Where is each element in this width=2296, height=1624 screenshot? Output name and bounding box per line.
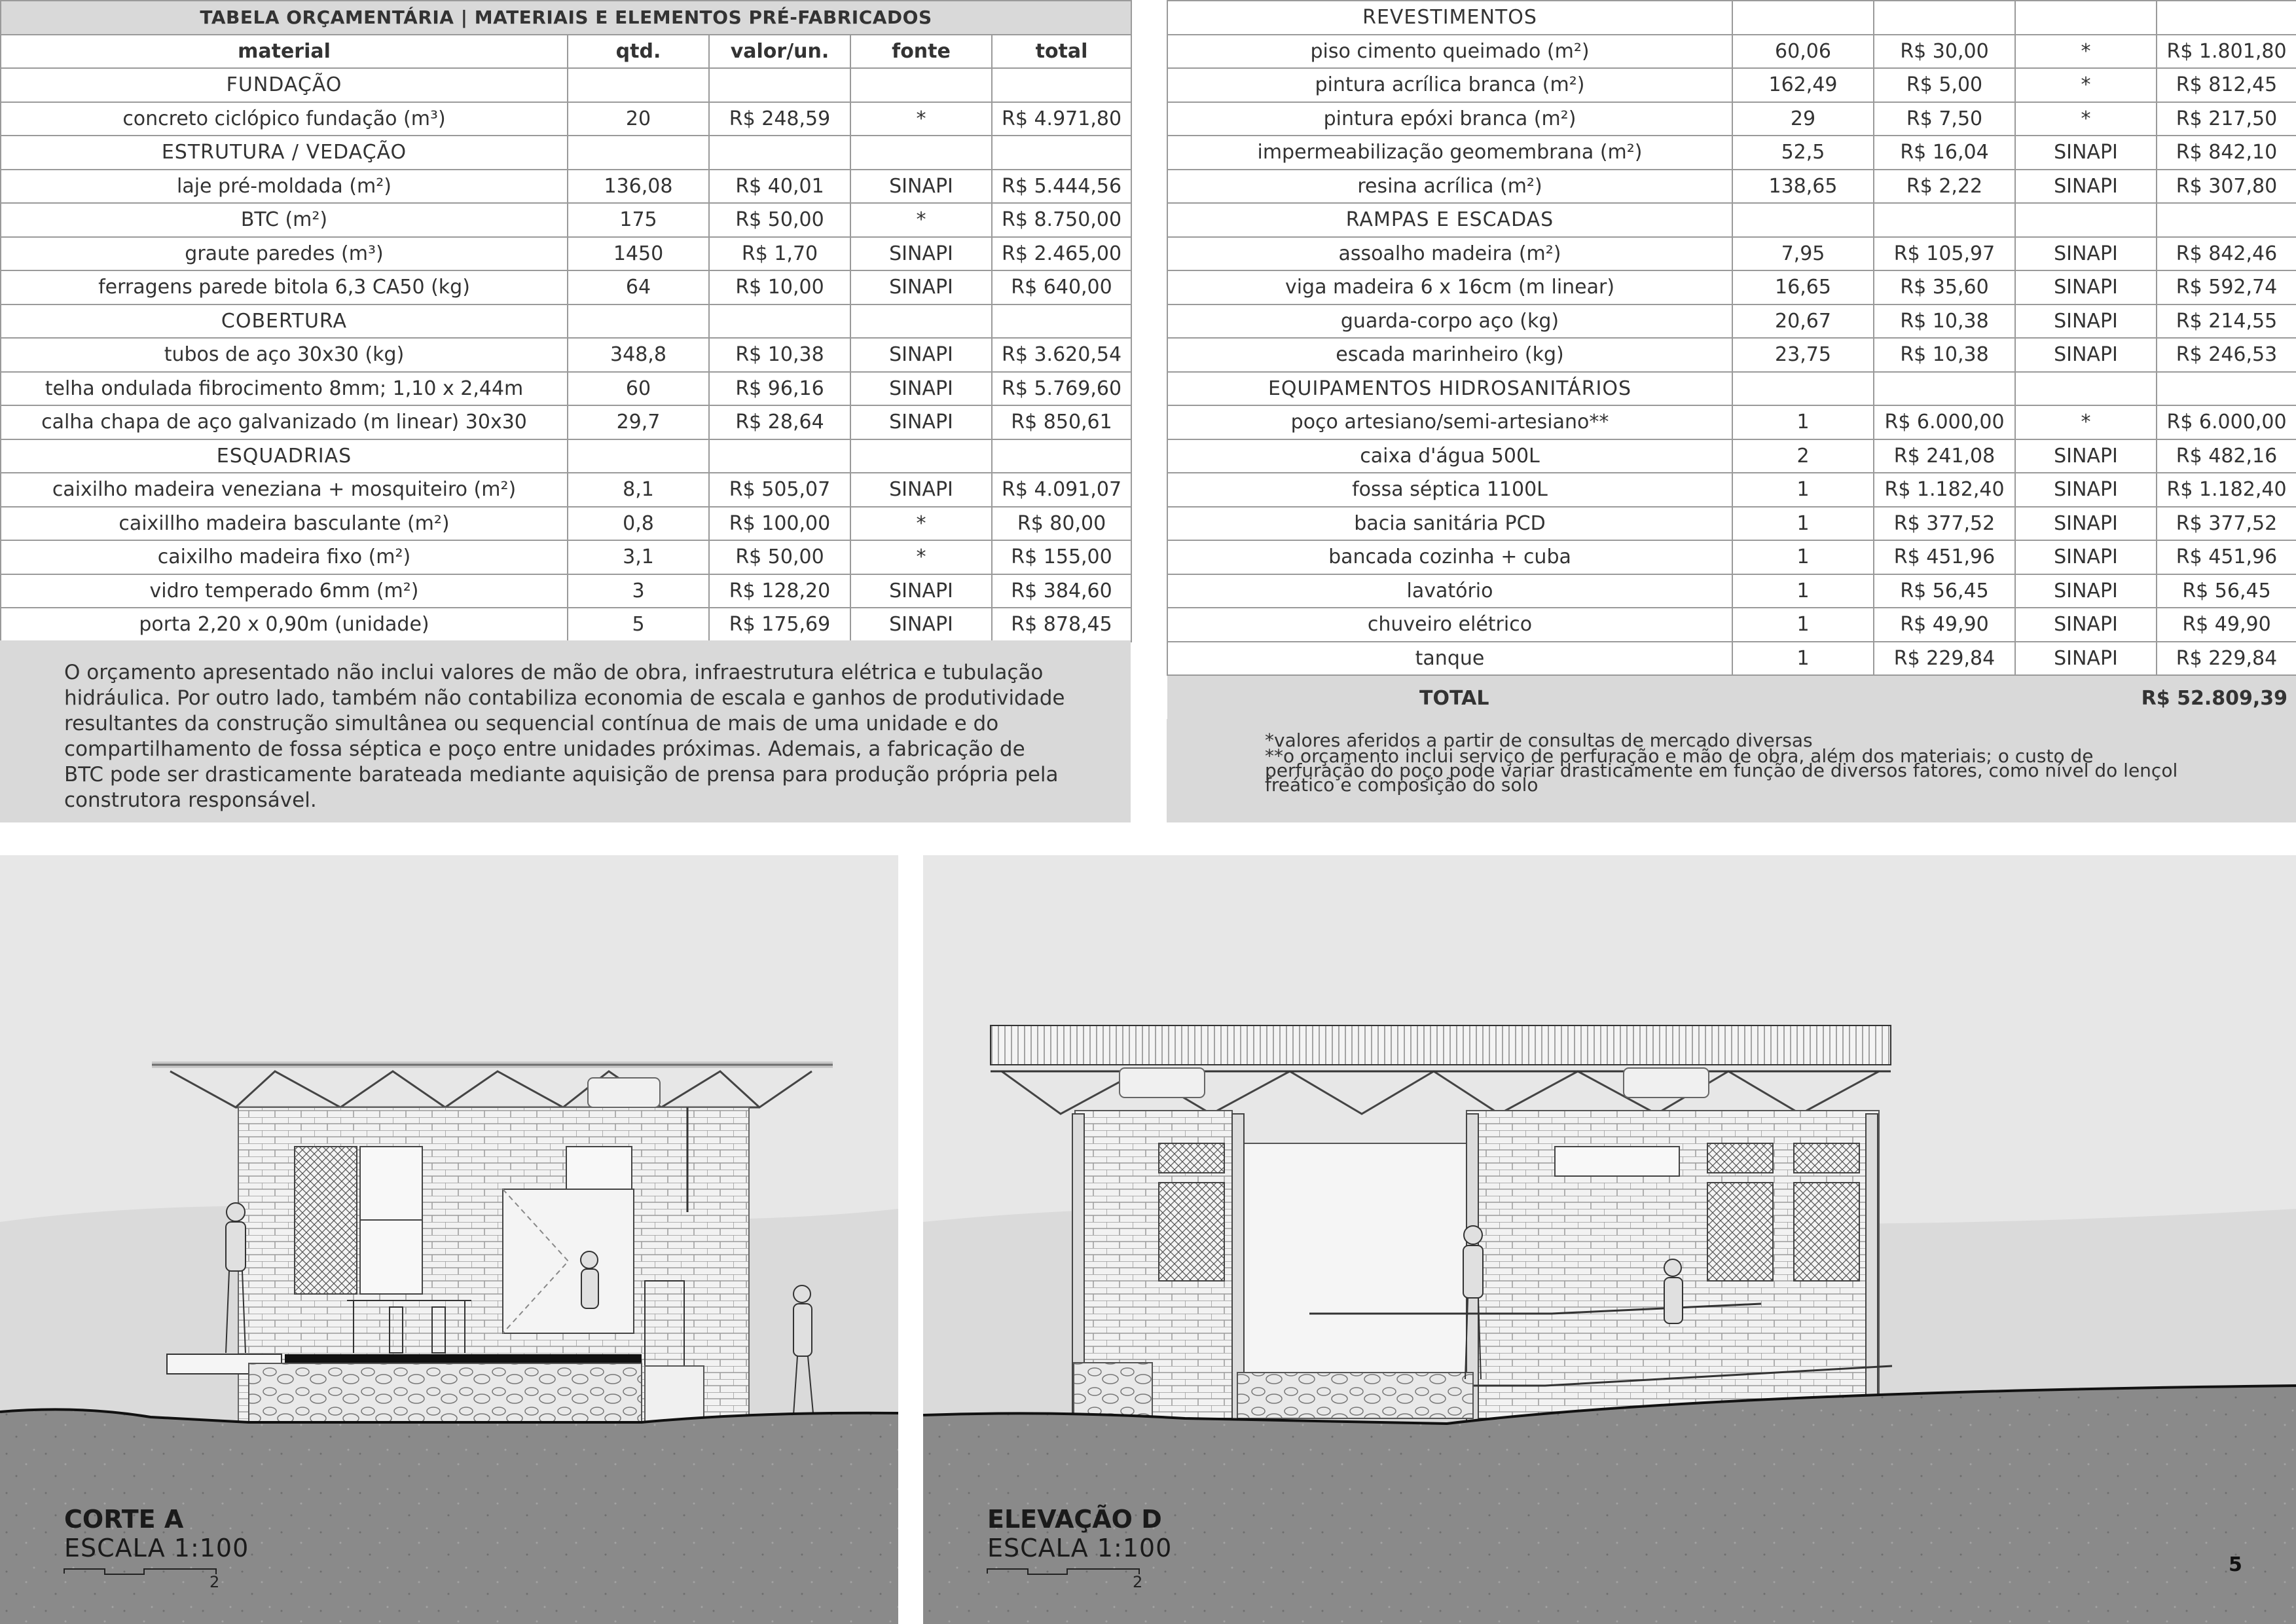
empty-cell bbox=[1874, 203, 2015, 237]
cell-qtd: 20 bbox=[568, 102, 709, 136]
cell-valor: R$ 2,22 bbox=[1874, 170, 2015, 204]
column-header-valor: valor/un. bbox=[709, 35, 850, 69]
table-row bbox=[1167, 540, 2296, 574]
empty-cell bbox=[1732, 1, 1874, 35]
section-label: ESTRUTURA / VEDAÇÃO bbox=[1, 136, 568, 170]
table-row bbox=[1167, 405, 2296, 439]
empty-cell bbox=[2157, 1, 2296, 35]
footnotes bbox=[1167, 719, 2296, 822]
table-row bbox=[1, 170, 1131, 204]
cell-valor: R$ 56,45 bbox=[1874, 574, 2015, 608]
empty-cell bbox=[992, 439, 1131, 473]
cell-valor: R$ 175,69 bbox=[709, 608, 850, 642]
empty-cell bbox=[1874, 1, 2015, 35]
empty-cell bbox=[850, 439, 992, 473]
cell-fonte: SINAPI bbox=[2015, 642, 2157, 676]
cell-total: R$ 842,46 bbox=[2157, 237, 2296, 271]
table-row bbox=[1, 473, 1131, 507]
empty-cell bbox=[850, 136, 992, 170]
left-budget-table-panel bbox=[0, 0, 1131, 642]
empty-cell bbox=[992, 136, 1131, 170]
section-row bbox=[1, 68, 1131, 102]
cell-total: R$ 1.182,40 bbox=[2157, 473, 2296, 507]
cell-total: R$ 229,84 bbox=[2157, 642, 2296, 676]
cell-total: R$ 640,00 bbox=[992, 270, 1131, 304]
cell-total: R$ 80,00 bbox=[992, 507, 1131, 541]
cell-material: concreto ciclópico fundação (m³) bbox=[1, 102, 568, 136]
cell-fonte: SINAPI bbox=[2015, 338, 2157, 372]
cell-fonte: SINAPI bbox=[2015, 304, 2157, 339]
cell-material: porta 2,20 x 0,90m (unidade) bbox=[1, 608, 568, 642]
cell-qtd: 1450 bbox=[568, 237, 709, 271]
table-row bbox=[1, 405, 1131, 439]
section-label: COBERTURA bbox=[1, 304, 568, 339]
total-value: R$ 52.809,39 bbox=[1874, 675, 2296, 720]
section-row bbox=[1167, 203, 2296, 237]
empty-cell bbox=[850, 304, 992, 339]
scale-bar-label: 2 bbox=[210, 1573, 220, 1591]
cell-fonte: SINAPI bbox=[2015, 136, 2157, 170]
cell-fonte: * bbox=[850, 507, 992, 541]
empty-cell bbox=[568, 439, 709, 473]
left-table-body bbox=[1, 68, 1131, 642]
cell-total: R$ 4.091,07 bbox=[992, 473, 1131, 507]
table-title: TABELA ORÇAMENTÁRIA | MATERIAIS E ELEMENTOS PRÉ-FABRICADOS bbox=[1, 1, 1131, 35]
empty-cell bbox=[992, 304, 1131, 339]
cell-material: pintura acrílica branca (m²) bbox=[1167, 68, 1732, 102]
cell-material: poço artesiano/semi-artesiano** bbox=[1167, 405, 1732, 439]
cell-fonte: SINAPI bbox=[850, 405, 992, 439]
section-row bbox=[1, 304, 1131, 339]
empty-cell bbox=[709, 136, 850, 170]
table-row bbox=[1167, 237, 2296, 271]
column-header-material: material bbox=[1, 35, 568, 69]
cell-material: tubos de aço 30x30 (kg) bbox=[1, 338, 568, 372]
cell-fonte: SINAPI bbox=[850, 372, 992, 406]
table-row bbox=[1, 507, 1131, 541]
cell-valor: R$ 1.182,40 bbox=[1874, 473, 2015, 507]
empty-cell bbox=[2015, 203, 2157, 237]
cell-qtd: 3 bbox=[568, 574, 709, 608]
table-row bbox=[1, 574, 1131, 608]
section-row bbox=[1, 136, 1131, 170]
cell-valor: R$ 10,00 bbox=[709, 270, 850, 304]
cell-fonte: * bbox=[850, 540, 992, 574]
table-row bbox=[1, 372, 1131, 406]
empty-cell bbox=[850, 68, 992, 102]
cell-qtd: 60,06 bbox=[1732, 35, 1874, 69]
footnote-1: *valores aferidos a partir de consultas de mercado diversas bbox=[1265, 729, 1813, 751]
cell-material: impermeabilização geomembrana (m²) bbox=[1167, 136, 1732, 170]
cell-valor: R$ 7,50 bbox=[1874, 102, 2015, 136]
cell-material: calha chapa de aço galvanizado (m linear) 30x30 bbox=[1, 405, 568, 439]
cell-valor: R$ 10,38 bbox=[1874, 304, 2015, 339]
table-row bbox=[1167, 35, 2296, 69]
cell-total: R$ 56,45 bbox=[2157, 574, 2296, 608]
cell-material: assoalho madeira (m²) bbox=[1167, 237, 1732, 271]
cell-total: R$ 377,52 bbox=[2157, 507, 2296, 541]
cell-valor: R$ 40,01 bbox=[709, 170, 850, 204]
cell-qtd: 52,5 bbox=[1732, 136, 1874, 170]
cell-valor: R$ 105,97 bbox=[1874, 237, 2015, 271]
cell-valor: R$ 50,00 bbox=[709, 540, 850, 574]
cell-total: R$ 482,16 bbox=[2157, 439, 2296, 473]
empty-cell bbox=[709, 304, 850, 339]
right-table-body bbox=[1167, 1, 2296, 675]
cell-fonte: SINAPI bbox=[2015, 608, 2157, 642]
section-label: FUNDAÇÃO bbox=[1, 68, 568, 102]
cell-valor: R$ 10,38 bbox=[1874, 338, 2015, 372]
cell-fonte: SINAPI bbox=[2015, 237, 2157, 271]
cell-fonte: SINAPI bbox=[850, 237, 992, 271]
cell-fonte: SINAPI bbox=[2015, 540, 2157, 574]
drawing-title: ELEVAÇÃO D bbox=[987, 1505, 1162, 1534]
table-row bbox=[1167, 270, 2296, 304]
cell-qtd: 29,7 bbox=[568, 405, 709, 439]
table-row bbox=[1167, 304, 2296, 339]
cell-qtd: 162,49 bbox=[1732, 68, 1874, 102]
empty-cell bbox=[568, 68, 709, 102]
cell-qtd: 64 bbox=[568, 270, 709, 304]
column-header-qtd: qtd. bbox=[568, 35, 709, 69]
cell-fonte: SINAPI bbox=[850, 574, 992, 608]
cell-total: R$ 812,45 bbox=[2157, 68, 2296, 102]
cell-material: pintura epóxi branca (m²) bbox=[1167, 102, 1732, 136]
cell-qtd: 1 bbox=[1732, 405, 1874, 439]
cell-fonte: SINAPI bbox=[850, 338, 992, 372]
section-row bbox=[1, 439, 1131, 473]
left-budget-table bbox=[0, 0, 1132, 642]
section-label: REVESTIMENTOS bbox=[1167, 1, 1732, 35]
empty-cell bbox=[2015, 372, 2157, 406]
cell-total: R$ 842,10 bbox=[2157, 136, 2296, 170]
cell-total: R$ 850,61 bbox=[992, 405, 1131, 439]
table-row bbox=[1, 102, 1131, 136]
cell-qtd: 8,1 bbox=[568, 473, 709, 507]
cell-fonte: SINAPI bbox=[2015, 439, 2157, 473]
cell-valor: R$ 35,60 bbox=[1874, 270, 2015, 304]
cell-valor: R$ 5,00 bbox=[1874, 68, 2015, 102]
cell-material: vidro temperado 6mm (m²) bbox=[1, 574, 568, 608]
right-budget-table-panel bbox=[1167, 0, 2296, 720]
cell-fonte: * bbox=[2015, 68, 2157, 102]
budget-disclaimer-note: O orçamento apresentado não inclui valores de mão de obra, infraestrutura elétrica e tubulação hidráulica. Por outro lado, também não contabiliza economia de escala e ganhos de produtividade resultantes da construção simultânea ou sequencial contínua de mais de uma unidade e do compartilhamento de fossa séptica e poço entre unidades próximas. Ademais, a fabricação de BTC pode ser drasticamente barateada mediante aquisição de prensa para produção própria pela construtora responsável. bbox=[0, 640, 1131, 822]
scale-bar-label: 2 bbox=[1133, 1573, 1143, 1591]
table-row bbox=[1167, 170, 2296, 204]
cell-qtd: 29 bbox=[1732, 102, 1874, 136]
cell-material: caixilho madeira fixo (m²) bbox=[1, 540, 568, 574]
table-row bbox=[1, 237, 1131, 271]
drawing-scale: ESCALA 1:100 bbox=[64, 1534, 249, 1562]
drawing-title: CORTE A bbox=[64, 1505, 184, 1534]
cell-total: R$ 8.750,00 bbox=[992, 203, 1131, 237]
cell-fonte: SINAPI bbox=[850, 473, 992, 507]
cell-qtd: 175 bbox=[568, 203, 709, 237]
cell-total: R$ 592,74 bbox=[2157, 270, 2296, 304]
cell-fonte: SINAPI bbox=[850, 170, 992, 204]
cell-valor: R$ 6.000,00 bbox=[1874, 405, 2015, 439]
table-row bbox=[1167, 473, 2296, 507]
cell-total: R$ 2.465,00 bbox=[992, 237, 1131, 271]
table-row bbox=[1167, 136, 2296, 170]
empty-cell bbox=[568, 136, 709, 170]
cell-material: BTC (m²) bbox=[1, 203, 568, 237]
cell-total: R$ 6.000,00 bbox=[2157, 405, 2296, 439]
cell-valor: R$ 49,90 bbox=[1874, 608, 2015, 642]
cell-valor: R$ 10,38 bbox=[709, 338, 850, 372]
cell-fonte: * bbox=[850, 203, 992, 237]
table-row bbox=[1167, 642, 2296, 676]
drawing-scale: ESCALA 1:100 bbox=[987, 1534, 1173, 1562]
cell-qtd: 7,95 bbox=[1732, 237, 1874, 271]
cell-qtd: 136,08 bbox=[568, 170, 709, 204]
table-row bbox=[1, 203, 1131, 237]
cell-total: R$ 451,96 bbox=[2157, 540, 2296, 574]
cell-valor: R$ 96,16 bbox=[709, 372, 850, 406]
cell-qtd: 1 bbox=[1732, 642, 1874, 676]
section-label: EQUIPAMENTOS HIDROSANITÁRIOS bbox=[1167, 372, 1732, 406]
table-row bbox=[1, 540, 1131, 574]
total-label: TOTAL bbox=[1167, 675, 1874, 720]
cell-total: R$ 878,45 bbox=[992, 608, 1131, 642]
right-budget-table bbox=[1167, 0, 2296, 720]
cell-fonte: SINAPI bbox=[850, 608, 992, 642]
cell-material: fossa séptica 1100L bbox=[1167, 473, 1732, 507]
cell-valor: R$ 451,96 bbox=[1874, 540, 2015, 574]
table-row bbox=[1167, 574, 2296, 608]
cell-total: R$ 217,50 bbox=[2157, 102, 2296, 136]
cell-qtd: 3,1 bbox=[568, 540, 709, 574]
cell-total: R$ 384,60 bbox=[992, 574, 1131, 608]
cell-material: viga madeira 6 x 16cm (m linear) bbox=[1167, 270, 1732, 304]
section-label: RAMPAS E ESCADAS bbox=[1167, 203, 1732, 237]
cell-total: R$ 155,00 bbox=[992, 540, 1131, 574]
cell-fonte: * bbox=[2015, 405, 2157, 439]
empty-cell bbox=[709, 439, 850, 473]
cell-valor: R$ 229,84 bbox=[1874, 642, 2015, 676]
cell-fonte: * bbox=[2015, 35, 2157, 69]
cell-valor: R$ 30,00 bbox=[1874, 35, 2015, 69]
cell-material: telha ondulada fibrocimento 8mm; 1,10 x 2,44m bbox=[1, 372, 568, 406]
cell-valor: R$ 128,20 bbox=[709, 574, 850, 608]
table-row bbox=[1167, 102, 2296, 136]
cell-material: laje pré-moldada (m²) bbox=[1, 170, 568, 204]
cell-total: R$ 3.620,54 bbox=[992, 338, 1131, 372]
empty-cell bbox=[709, 68, 850, 102]
empty-cell bbox=[1874, 372, 2015, 406]
cell-material: chuveiro elétrico bbox=[1167, 608, 1732, 642]
cell-fonte: * bbox=[850, 102, 992, 136]
cell-material: resina acrílica (m²) bbox=[1167, 170, 1732, 204]
cell-fonte: * bbox=[2015, 102, 2157, 136]
cell-qtd: 0,8 bbox=[568, 507, 709, 541]
cell-qtd: 16,65 bbox=[1732, 270, 1874, 304]
cell-qtd: 348,8 bbox=[568, 338, 709, 372]
cell-total: R$ 1.801,80 bbox=[2157, 35, 2296, 69]
empty-cell bbox=[1732, 372, 1874, 406]
cell-qtd: 20,67 bbox=[1732, 304, 1874, 339]
empty-cell bbox=[2157, 372, 2296, 406]
table-row bbox=[1167, 338, 2296, 372]
cell-qtd: 23,75 bbox=[1732, 338, 1874, 372]
cell-material: lavatório bbox=[1167, 574, 1732, 608]
section-label: ESQUADRIAS bbox=[1, 439, 568, 473]
cell-material: piso cimento queimado (m²) bbox=[1167, 35, 1732, 69]
section-row bbox=[1167, 372, 2296, 406]
cell-material: caixilho madeira veneziana + mosquiteiro (m²) bbox=[1, 473, 568, 507]
table-row bbox=[1, 338, 1131, 372]
elevation-drawing-d bbox=[923, 855, 2296, 1624]
table-row bbox=[1167, 507, 2296, 541]
cell-qtd: 1 bbox=[1732, 574, 1874, 608]
cell-valor: R$ 248,59 bbox=[709, 102, 850, 136]
page-number: 5 bbox=[2229, 1553, 2242, 1576]
cell-valor: R$ 241,08 bbox=[1874, 439, 2015, 473]
cell-total: R$ 49,90 bbox=[2157, 608, 2296, 642]
cell-qtd: 1 bbox=[1732, 540, 1874, 574]
empty-cell bbox=[568, 304, 709, 339]
cell-total: R$ 214,55 bbox=[2157, 304, 2296, 339]
cell-material: bacia sanitária PCD bbox=[1167, 507, 1732, 541]
cell-fonte: SINAPI bbox=[2015, 170, 2157, 204]
cell-valor: R$ 100,00 bbox=[709, 507, 850, 541]
cell-valor: R$ 16,04 bbox=[1874, 136, 2015, 170]
empty-cell bbox=[2157, 203, 2296, 237]
column-header-fonte: fonte bbox=[850, 35, 992, 69]
cell-valor: R$ 1,70 bbox=[709, 237, 850, 271]
table-row bbox=[1, 608, 1131, 642]
cell-valor: R$ 28,64 bbox=[709, 405, 850, 439]
cell-material: bancada cozinha + cuba bbox=[1167, 540, 1732, 574]
cell-qtd: 5 bbox=[568, 608, 709, 642]
cell-fonte: SINAPI bbox=[2015, 270, 2157, 304]
cell-material: tanque bbox=[1167, 642, 1732, 676]
cell-fonte: SINAPI bbox=[850, 270, 992, 304]
column-header-total: total bbox=[992, 35, 1131, 69]
table-row bbox=[1, 270, 1131, 304]
section-drawing-corte-a bbox=[0, 855, 898, 1624]
table-row bbox=[1167, 608, 2296, 642]
cell-material: ferragens parede bitola 6,3 CA50 (kg) bbox=[1, 270, 568, 304]
cell-qtd: 2 bbox=[1732, 439, 1874, 473]
cell-material: guarda-corpo aço (kg) bbox=[1167, 304, 1732, 339]
cell-valor: R$ 50,00 bbox=[709, 203, 850, 237]
empty-cell bbox=[2015, 1, 2157, 35]
table-row bbox=[1167, 439, 2296, 473]
cell-material: graute paredes (m³) bbox=[1, 237, 568, 271]
empty-cell bbox=[992, 68, 1131, 102]
cell-total: R$ 5.769,60 bbox=[992, 372, 1131, 406]
cell-qtd: 1 bbox=[1732, 608, 1874, 642]
cell-total: R$ 307,80 bbox=[2157, 170, 2296, 204]
cell-total: R$ 4.971,80 bbox=[992, 102, 1131, 136]
table-row bbox=[1167, 68, 2296, 102]
empty-cell bbox=[1732, 203, 1874, 237]
cell-material: caixa d'água 500L bbox=[1167, 439, 1732, 473]
cell-qtd: 60 bbox=[568, 372, 709, 406]
cell-fonte: SINAPI bbox=[2015, 574, 2157, 608]
cell-fonte: SINAPI bbox=[2015, 473, 2157, 507]
cell-total: R$ 5.444,56 bbox=[992, 170, 1131, 204]
section-row bbox=[1167, 1, 2296, 35]
cell-qtd: 1 bbox=[1732, 507, 1874, 541]
footnote-2: **o orçamento inclui serviço de perfuração e mão de obra, além dos materiais; o custo de perfuração do poço pode variar drasticamente em função de diversos fatores, como nível do lençol freático e composição do solo bbox=[1265, 745, 2178, 796]
cell-qtd: 138,65 bbox=[1732, 170, 1874, 204]
cell-material: escada marinheiro (kg) bbox=[1167, 338, 1732, 372]
cell-total: R$ 246,53 bbox=[2157, 338, 2296, 372]
cell-material: caixillho madeira basculante (m²) bbox=[1, 507, 568, 541]
cell-qtd: 1 bbox=[1732, 473, 1874, 507]
cell-valor: R$ 377,52 bbox=[1874, 507, 2015, 541]
cell-fonte: SINAPI bbox=[2015, 507, 2157, 541]
cell-valor: R$ 505,07 bbox=[709, 473, 850, 507]
